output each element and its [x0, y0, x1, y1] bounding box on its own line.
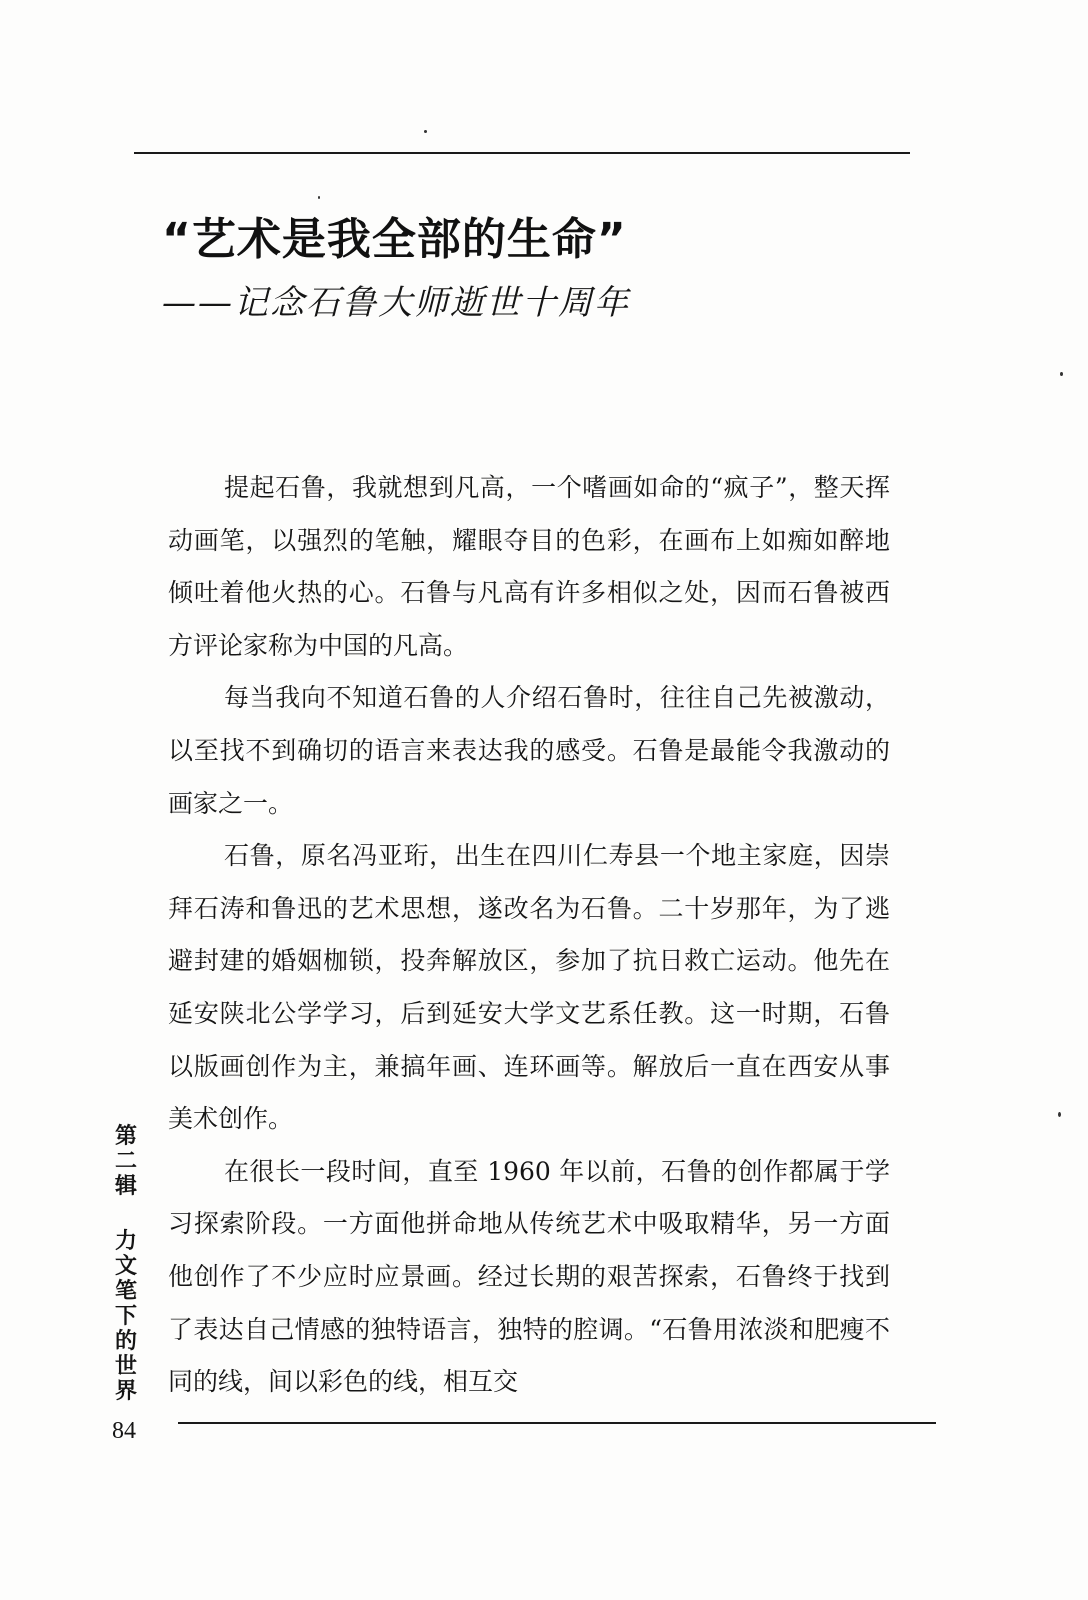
top-rule	[134, 152, 910, 154]
scan-speck	[424, 130, 427, 133]
running-head	[110, 1124, 142, 1404]
paragraph-4: 在很长一段时间，直至 1960 年以前，石鲁的创作都属于学习探索阶段。一方面他拼命地从传统艺术中吸取精华，另一方面他创作了不少应时应景画。经过长期的艰苦探索，石鲁终于找到了表达自己情感的独特语言，独特的腔调。“石鲁用浓淡和肥瘦不同的线，间以彩色的线，相互交	[168, 1156, 890, 1397]
page-number: 84	[112, 1418, 136, 1444]
paragraph-1: 提起石鲁，我就想到凡高，一个嗜画如命的“疯子”，整天挥动画笔，以强烈的笔触，耀眼夺目的色彩，在画布上如痴如醉地倾吐着他火热的心。石鲁与凡高有许多相似之处，因而石鲁被西方评论家称为中国的凡高。	[168, 473, 890, 660]
article-subtitle: ——记念石鲁大师逝世十周年	[162, 283, 630, 323]
scan-speck	[1060, 372, 1063, 376]
section-label: 第二辑	[114, 1124, 137, 1199]
bottom-rule	[178, 1422, 936, 1424]
paragraph-3: 石鲁，原名冯亚珩，出生在四川仁寿县一个地主家庭，因崇拜石涛和鲁迅的艺术思想，遂改名为石鲁。二十岁那年，为了逃避封建的婚姻枷锁，投奔解放区，参加了抗日救亡运动。他先在延安陕北公学学习，后到延安大学文艺系任教。这一时期，石鲁以版画创作为主，兼搞年画、连环画等。解放后一直在西安从事美术创作。	[168, 841, 890, 1134]
article-body	[168, 462, 890, 1409]
article-title: “艺术是我全部的生命”	[162, 214, 627, 265]
scan-speck	[1058, 1112, 1061, 1117]
book-title: 力文笔下的世界	[114, 1229, 137, 1404]
scan-speck	[318, 196, 320, 199]
paragraph-2: 每当我向不知道石鲁的人介绍石鲁时，往往自己先被激动，以至找不到确切的语言来表达我的感受。石鲁是最能令我激动的画家之一。	[168, 683, 890, 818]
